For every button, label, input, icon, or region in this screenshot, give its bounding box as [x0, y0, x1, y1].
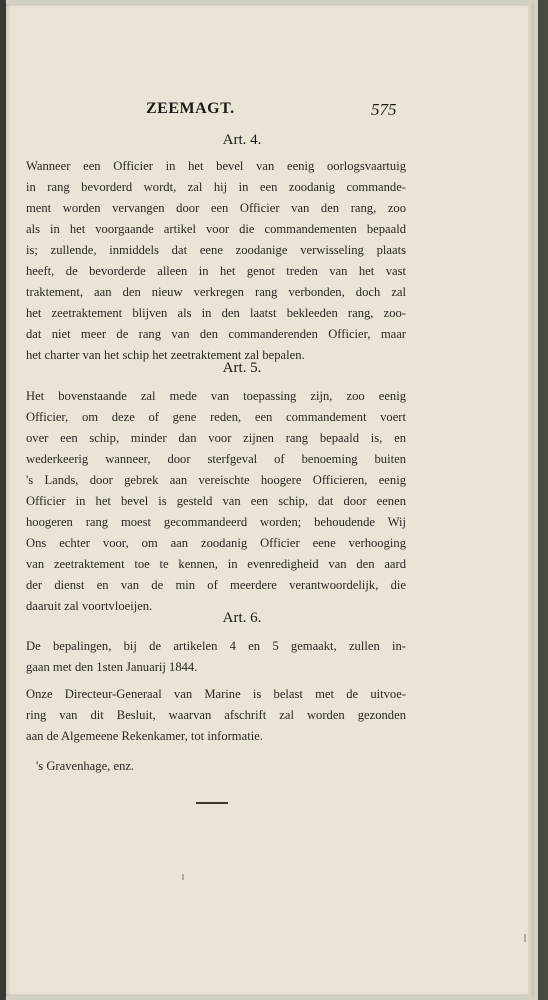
text-line: traktement, aan den nieuw verkregen rang verbonden, doch zal	[26, 285, 406, 299]
page-edge-shadow	[528, 4, 534, 996]
text-line: dat niet meer de rang van den commanderenden Officier, maar	[26, 327, 406, 341]
article-heading-5: Art. 5.	[222, 360, 262, 376]
running-head	[6, 100, 534, 124]
text-line: over een schip, minder dan voor zijnen rang bepaald is, en	[26, 431, 406, 445]
paper-speck	[524, 934, 526, 942]
text-line: in rang bevorderd wordt, zal hij in een zoodanig commande-	[26, 180, 406, 194]
paper-speck	[182, 874, 184, 880]
text-line: der dienst en van de min of meerdere verantwoordelijk, die	[26, 578, 406, 592]
text-line: gaan met den 1sten Januarij 1844.	[26, 660, 198, 674]
text-line: het zeetraktement blijven als in den laatst bekleeden rang, zoo-	[26, 306, 406, 320]
text-line: Officier, om deze of gene reden, een commandement voert	[26, 410, 406, 424]
text-line: Officier in het bevel is gesteld van een schip, dat door eenen	[26, 494, 406, 508]
text-line: het charter van het schip het zeetraktement zal bepalen.	[26, 348, 305, 362]
text-line: daaruit zal voortvloeijen.	[26, 599, 153, 613]
book-page	[6, 4, 534, 996]
text-line: wederkeerig wanneer, door sterfgeval of benoeming buiten	[26, 452, 406, 466]
text-line: is; zullende, inmiddels dat eene zoodanige verwisseling plaats	[26, 243, 406, 257]
text-line: heeft, de bevorderde alleen in het genot treden van het vast	[26, 264, 406, 278]
text-line: ring van dit Besluit, waarvan afschrift zal worden gezonden	[26, 708, 406, 722]
article-heading-4: Art. 4.	[222, 132, 262, 148]
text-line: Wanneer een Officier in het bevel van eenig oorlogsvaartuig	[26, 159, 406, 173]
text-line: Het bovenstaande zal mede van toepassing zijn, zoo eenig	[26, 389, 406, 403]
text-line: De bepalingen, bij de artikelen 4 en 5 gemaakt, zullen in-	[26, 639, 406, 653]
text-line: hoogeren rang moest gecommandeerd worden; behoudende Wij	[26, 515, 406, 529]
text-line: aan de Algemeene Rekenkamer, tot informatie.	[26, 729, 263, 743]
page-number: 575	[371, 100, 397, 119]
scan-backdrop-right	[538, 0, 548, 1000]
closing-line: 's Gravenhage, enz.	[36, 759, 135, 773]
text-line: ment worden vervangen door een Officier van den rang, zoo	[26, 201, 406, 215]
text-line: als in het voorgaande artikel voor die commandementen bepaald	[26, 222, 406, 236]
page-header-title: ZEEMAGT.	[146, 100, 235, 117]
text-line: Onze Directeur-Generaal van Marine is belast met de uitvoe-	[26, 687, 406, 701]
text-line: 's Lands, door gebrek aan vereischte hoogere Officieren, eenig	[26, 473, 406, 487]
article-heading-6: Art. 6.	[222, 610, 262, 626]
end-rule	[196, 802, 228, 804]
text-line: Ons echter voor, om aan zoodanig Officier eene verhooging	[26, 536, 406, 550]
text-line: van zeetraktement toe te kennen, in evenredigheid van den aard	[26, 557, 406, 571]
